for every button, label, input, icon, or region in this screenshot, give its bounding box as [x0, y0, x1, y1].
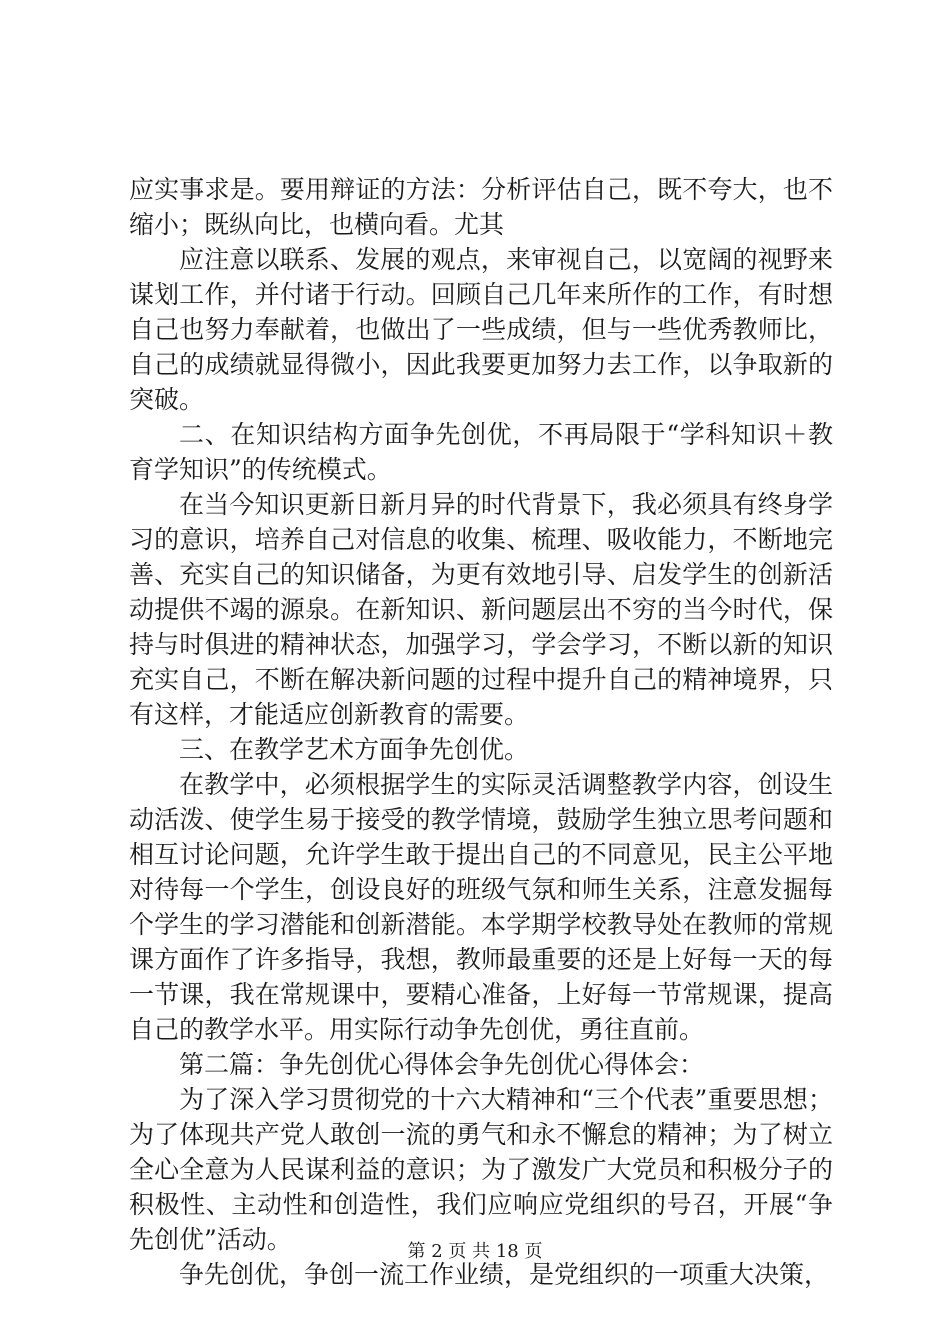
paragraph-9: 争先创优，争创一流工作业绩，是党组织的一项重大决策， [179, 1260, 830, 1289]
paragraph-8: 为了深入学习贯彻党的十六大精神和“三个代表”重要思想；为了体现共产党人敢创一流的勇气和永不懈怠的精神；为了树立全心全意为人民谋利益的意识；为了激发广大党员和积极分子的积极性、主动性和创造性，我们应响应党组织的号召，开展“争先创优”活动。 [129, 1085, 833, 1254]
paragraph-6: 在教学中，必须根据学生的实际灵活调整教学内容，创设生动活泼、使学生易于接受的教学情境，鼓励学生独立思考问题和相互讨论问题，允许学生敢于提出自己的不同意见，民主公平地对待每一个学生，创设良好的班级气氛和师生关系，注意发掘每个学生的学习潜能和创新潜能。本学期学校教导处在教师的常规课方面作了许多指导，我想，教师最重要的还是上好每一天的每一节课，我在常规课中，要精心准备，上好每一节常规课，提高自己的教学水平。用实际行动争先创优，勇往直前。 [129, 770, 833, 1044]
section-heading-knowledge-structure: 二、在知识结构方面争先创优，不再局限于“学科知识＋教育学知识”的传统模式。 [129, 420, 833, 484]
paragraph-1: 应实事求是。要用辩证的方法：分析评估自己，既不夸大，也不缩小；既纵向比，也横向看。尤其 [129, 175, 833, 239]
paragraph-4: 在当今知识更新日新月异的时代背景下，我必须具有终身学习的意识，培养自己对信息的收集、梳理、吸收能力，不断地完善、充实自己的知识储备，为更有效地引导、启发学生的创新活动提供不竭的源泉。在新知识、新问题层出不穷的当今时代，保持与时俱进的精神状态，加强学习，学会学习，不断以新的知识充实自己，不断在解决新问题的过程中提升自己的精神境界，只有这样，才能适应创新教育的需要。 [129, 490, 833, 729]
chapter-heading-second-article: 第二篇：争先创优心得体会争先创优心得体会： [179, 1050, 705, 1079]
document-body [129, 172, 833, 1292]
paragraph-2: 应注意以联系、发展的观点，来审视自己，以宽阔的视野来谋划工作，并付诸于行动。回顾自己几年来所作的工作，有时想自己也努力奉献着，也做出了一些成绩，但与一些优秀教师比，自己的成绩就显得微小，因此我要更加努力去工作，以争取新的突破。 [129, 245, 833, 414]
page-number-footer: 第 2 页 共 18 页 [407, 1241, 543, 1262]
section-heading-teaching-art: 三、在教学艺术方面争先创优。 [179, 735, 530, 764]
